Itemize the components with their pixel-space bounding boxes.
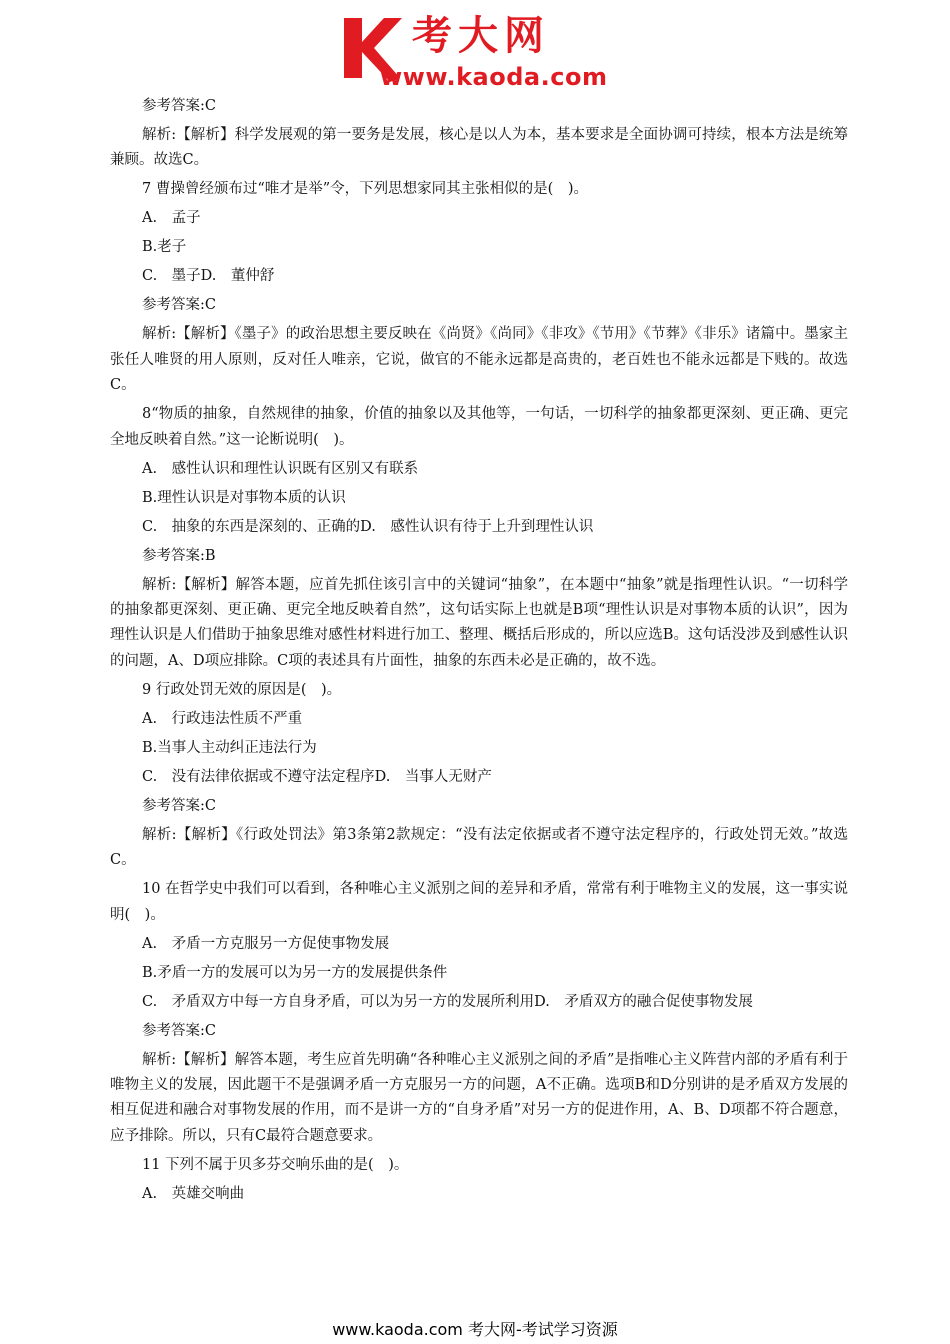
- explanation: 解析:【解析】解答本题，考生应首先明确“各种唯心主义派别之间的矛盾”是指唯心主义阵营内部的矛盾有利于唯物主义的发展，因此题干不是强调矛盾一方克服另一方的问题，A不正确。选项B和D分别讲的是矛盾双方发展的相互促进和融合对事物发展的作用，而不是讲一方的“自身矛盾”对另一方的促进作用，A、B、D项都不符合题意，应予排除。所以，只有C最符合题意要求。: [110, 1051, 848, 1144]
- answer-line: 参考答案:C: [142, 98, 216, 114]
- answer-line: 参考答案:C: [142, 297, 216, 314]
- option: C. 抽象的东西是深刻的、正确的D. 感性认识有待于上升到理性认识: [142, 518, 594, 535]
- option: B.矛盾一方的发展可以为另一方的发展提供条件: [142, 964, 448, 981]
- page-footer: www.kaoda.com 考大网-考试学习资源: [332, 1320, 618, 1339]
- explanation: 解析:【解析】科学发展观的第一要务是发展，核心是以人为本，基本要求是全面协调可持续，根本方法是统筹兼顾。故选C。: [110, 127, 848, 169]
- answer-line: 参考答案:B: [142, 547, 216, 564]
- answer-line: 参考答案:C: [142, 797, 216, 814]
- logo-url: www.kaoda.com: [380, 63, 608, 91]
- question-9: 9 行政处罚无效的原因是( )。: [142, 681, 342, 698]
- logo-text-cn: 考大网: [412, 13, 550, 59]
- document-body: [110, 94, 848, 1207]
- option: C. 没有法律依据或不遵守法定程序D. 当事人无财产: [142, 768, 492, 785]
- answer-line: 参考答案:C: [142, 1022, 216, 1039]
- question-7: 7 曹操曾经颁布过“唯才是举”令，下列思想家同其主张相似的是( )。: [142, 181, 588, 198]
- option: B.理性认识是对事物本质的认识: [142, 489, 346, 506]
- option: A. 行政违法性质不严重: [142, 710, 303, 727]
- explanation: 解析:【解析】《墨子》的政治思想主要反映在《尚贤》《尚同》《非攻》《节用》《节葬》《非乐》诸篇中。墨家主张任人唯贤的用人原则，反对任人唯亲，它说，做官的不能永远都是高贵的，老百姓也不能永远都是下贱的。故选C。: [110, 326, 848, 394]
- explanation: 解析:【解析】《行政处罚法》第3条第2款规定：“没有法定依据或者不遵守法定程序的，行政处罚无效。”故选C。: [110, 826, 848, 869]
- question-8: 8“物质的抽象，自然规律的抽象，价值的抽象以及其他等，一句话，一切科学的抽象都更深刻、更正确、更完全地反映着自然。”这一论断说明( )。: [110, 406, 848, 448]
- option: A. 英雄交响曲: [142, 1185, 245, 1202]
- option: B.老子: [142, 239, 187, 256]
- option: A. 矛盾一方克服另一方促使事物发展: [142, 935, 390, 952]
- option: B.当事人主动纠正违法行为: [142, 739, 317, 756]
- option: C. 墨子D. 董仲舒: [142, 268, 275, 285]
- question-11: 11 下列不属于贝多芬交响乐曲的是( )。: [142, 1156, 409, 1173]
- question-10: 10 在哲学史中我们可以看到，各种唯心主义派别之间的差异和矛盾，常常有利于唯物主义的发展，这一事实说明( )。: [110, 881, 848, 923]
- kaoda-logo: [340, 12, 670, 94]
- option: A. 孟子: [142, 210, 201, 227]
- explanation: 解析:【解析】解答本题，应首先抓住该引言中的关键词“抽象”，在本题中“抽象”就是指理性认识。“一切科学的抽象都更深刻、更正确、更完全地反映着自然”，这句话实际上也就是B项“理性认识是对事物本质的认识”，因为理性认识是人们借助于抽象思维对感性材料进行加工、整理、概括后形成的，所以应选B。这句话没涉及到感性认识的问题，A、D项应排除。C项的表述具有片面性，抽象的东西未必是正确的，故不选。: [110, 576, 848, 669]
- option: A. 感性认识和理性认识既有区别又有联系: [142, 460, 419, 477]
- option: C. 矛盾双方中每一方自身矛盾，可以为另一方的发展所利用D. 矛盾双方的融合促使事物发展: [142, 993, 753, 1010]
